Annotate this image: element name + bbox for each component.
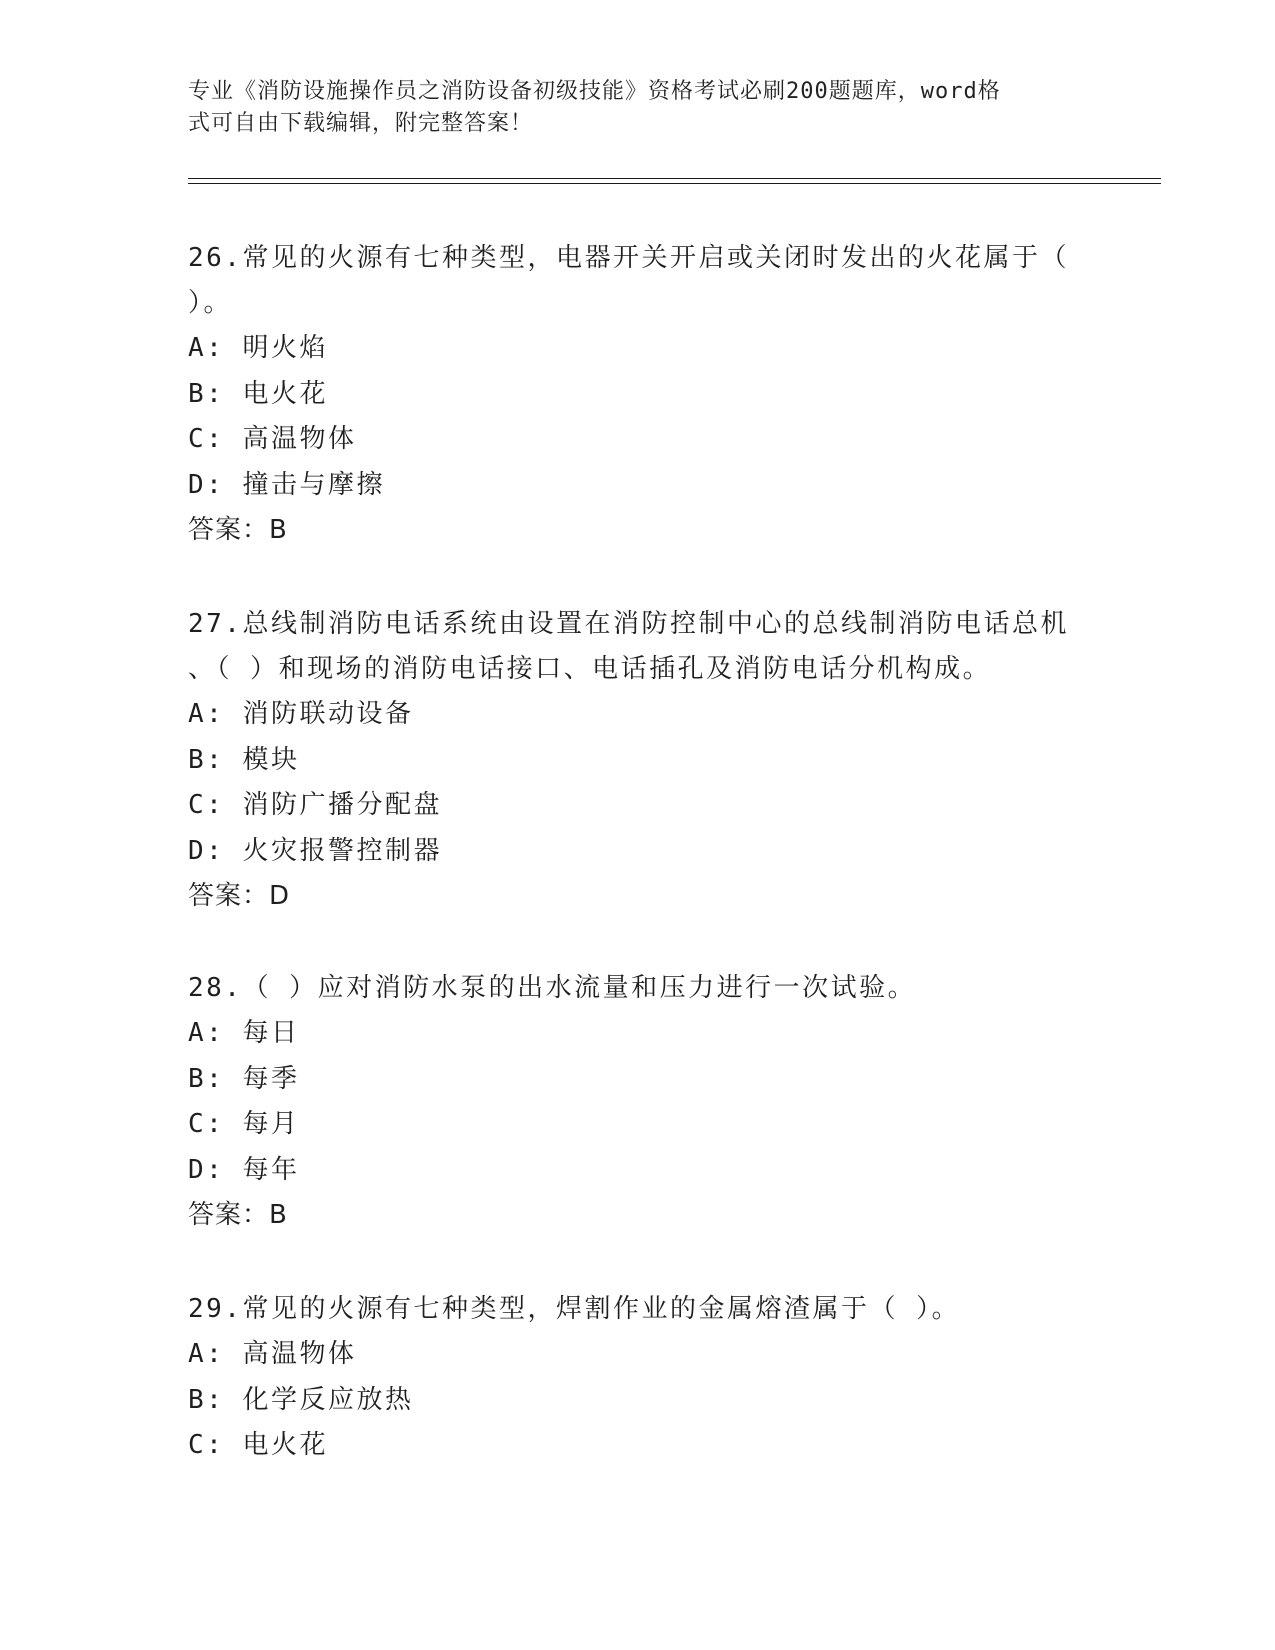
option-b: B: 电火花 — [188, 378, 328, 409]
option-b: B: 模块 — [188, 744, 300, 775]
option-a: A: 每日 — [188, 1018, 300, 1048]
header-line-1: 专业《消防设施操作员之消防设备初级技能》资格考试必刷200题题库，word格 — [188, 79, 1001, 104]
question-26 — [188, 236, 1088, 553]
option-a: A: 明火焰 — [188, 333, 328, 363]
option-b: B: 化学反应放热 — [188, 1384, 414, 1415]
option-d: D: 火灾报警控制器 — [188, 835, 442, 866]
option-c: C: 高温物体 — [188, 424, 357, 454]
option-a: A: 高温物体 — [188, 1339, 357, 1369]
option-d: D: 撞击与摩擦 — [188, 469, 385, 500]
document-header — [188, 76, 1068, 140]
question-stem-continued: ）。 — [188, 288, 233, 318]
answer: 答案：B — [188, 1200, 288, 1230]
question-29 — [188, 1287, 1088, 1469]
question-stem: 26.常见的火源有七种类型，电器开关开启或关闭时发出的火花属于（ — [188, 243, 1069, 273]
question-stem: 27.总线制消防电话系统由设置在消防控制中心的总线制消防电话总机 — [188, 609, 1069, 639]
question-27 — [188, 602, 1088, 919]
header-divider-bottom — [188, 183, 1161, 184]
question-stem-continued: 、（ ）和现场的消防电话接口、电话插孔及消防电话分机构成。 — [188, 654, 992, 684]
option-c: C: 电火花 — [188, 1430, 328, 1460]
header-divider-top — [188, 178, 1161, 179]
option-a: A: 消防联动设备 — [188, 699, 414, 729]
option-c: C: 每月 — [188, 1109, 300, 1139]
question-28 — [188, 966, 1088, 1238]
answer: 答案：D — [188, 881, 291, 911]
answer: 答案：B — [188, 515, 288, 545]
header-line-2: 式可自由下载编辑，附完整答案！ — [188, 111, 534, 136]
option-d: D: 每年 — [188, 1154, 300, 1185]
question-stem: 28.（ ）应对消防水泵的出水流量和压力进行一次试验。 — [188, 973, 917, 1003]
option-b: B: 每季 — [188, 1063, 300, 1094]
question-stem: 29.常见的火源有七种类型，焊割作业的金属熔渣属于（ ）。 — [188, 1294, 961, 1324]
option-c: C: 消防广播分配盘 — [188, 790, 442, 820]
